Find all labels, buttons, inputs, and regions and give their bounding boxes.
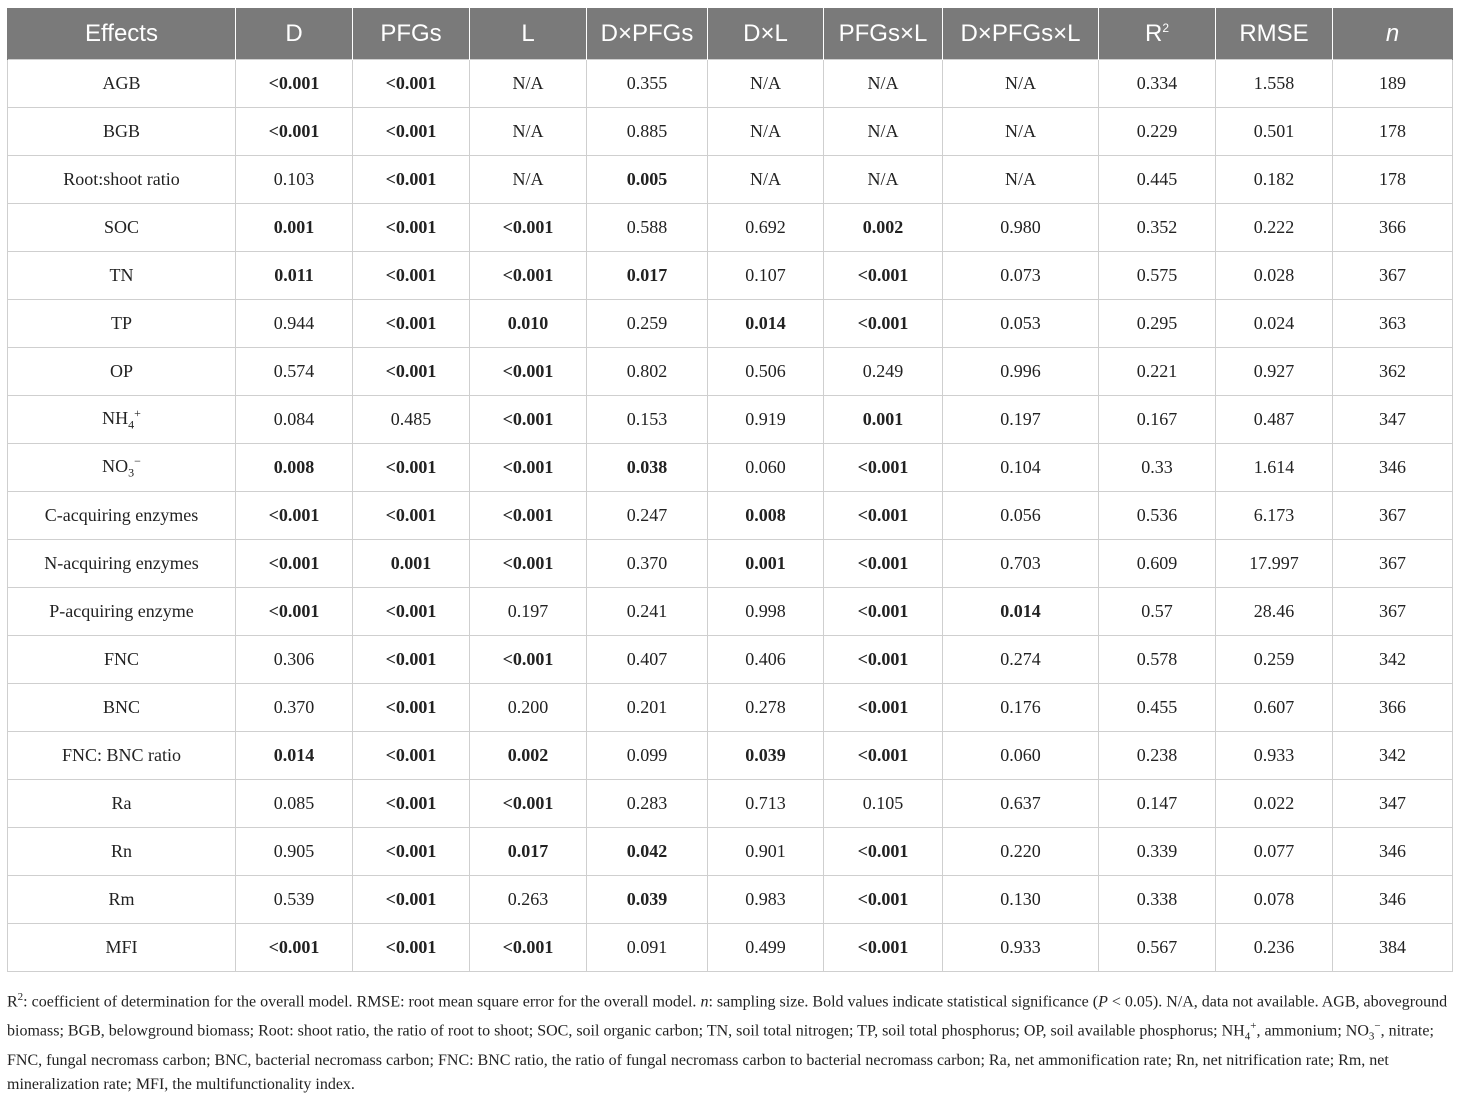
table-cell: 0.084 [236,396,353,444]
table-row [8,540,1453,588]
table-cell: 0.197 [470,588,587,636]
table-cell: <0.001 [824,300,943,348]
table-cell: 342 [1333,636,1453,684]
table-row [8,204,1453,252]
table-cell: 0.901 [708,828,824,876]
row-label-text: C-acquiring enzymes [44,505,199,525]
table-cell: 0.241 [587,588,708,636]
table-cell: 0.099 [587,732,708,780]
table-cell: N/A [824,108,943,156]
table-cell: 0.607 [1216,684,1333,732]
table-cell: <0.001 [824,828,943,876]
row-label-text: TP [110,313,132,333]
row-label-text: TN [109,265,134,285]
row-label [8,492,236,540]
table-cell: <0.001 [470,924,587,972]
table-cell: 0.278 [708,684,824,732]
table-cell: 0.933 [1216,732,1333,780]
table-cell: 0.200 [470,684,587,732]
table-cell: 0.927 [1216,348,1333,396]
table-cell: 0.983 [708,876,824,924]
header-rmse: RMSE [1216,8,1333,60]
footnote-sub: 3 [1368,1030,1375,1043]
table-cell: <0.001 [353,924,470,972]
footnote-text: : coefficient of determination for the overall model. RMSE: root mean square error for the overall model. [23,993,701,1011]
table-cell: <0.001 [353,876,470,924]
table-cell: <0.001 [470,444,587,492]
table-cell: 0.053 [943,300,1099,348]
table-cell: 0.001 [824,396,943,444]
table-cell: 189 [1333,60,1453,108]
table-cell: N/A [470,156,587,204]
header-r2 [1099,8,1216,60]
table-cell: 0.220 [943,828,1099,876]
table-cell: 0.455 [1099,684,1216,732]
table-cell: N/A [943,156,1099,204]
table-row [8,828,1453,876]
table-cell: 0.130 [943,876,1099,924]
table-cell: 0.167 [1099,396,1216,444]
table-cell: 0.574 [236,348,353,396]
table-cell: 0.259 [587,300,708,348]
table-cell: 0.283 [587,780,708,828]
row-label-text: BNC [102,697,140,717]
row-label-text: Rm [108,889,135,909]
table-cell: <0.001 [470,396,587,444]
table-cell: 346 [1333,876,1453,924]
table-cell: 0.103 [236,156,353,204]
table-cell: <0.001 [470,492,587,540]
table-cell: <0.001 [353,108,470,156]
row-label-text: P-acquiring enzyme [49,601,194,621]
row-label-text: FNC [103,649,139,669]
table-cell: 0.370 [236,684,353,732]
table-cell: 0.197 [943,396,1099,444]
table-cell: 0.028 [1216,252,1333,300]
table-cell: 0.33 [1099,444,1216,492]
table-cell: 0.182 [1216,156,1333,204]
row-label-text: FNC: BNC ratio [61,745,181,765]
table-cell: 0.222 [1216,204,1333,252]
table-row [8,108,1453,156]
table-cell: 0.370 [587,540,708,588]
header-l: L [470,8,587,60]
table-cell: <0.001 [353,444,470,492]
table-cell: 0.578 [1099,636,1216,684]
table-body [8,60,1453,972]
table-cell: <0.001 [353,636,470,684]
table-cell: <0.001 [470,780,587,828]
table-cell: 0.153 [587,396,708,444]
row-label-text: SOC [103,217,139,237]
table-cell: 0.221 [1099,348,1216,396]
row-label [8,156,236,204]
row-label-text: NO [102,456,129,477]
table-cell: <0.001 [236,588,353,636]
row-label-sup: + [134,406,141,421]
table-cell: 342 [1333,732,1453,780]
table-cell: <0.001 [353,492,470,540]
table-cell: 0.575 [1099,252,1216,300]
table-cell: 346 [1333,444,1453,492]
table-cell: 0.147 [1099,780,1216,828]
table-cell: 0.637 [943,780,1099,828]
row-label [8,924,236,972]
table-cell: 0.703 [943,540,1099,588]
table-cell: 0.499 [708,924,824,972]
table-cell: <0.001 [353,348,470,396]
table-cell: <0.001 [353,684,470,732]
table-row [8,348,1453,396]
table-cell: 0.980 [943,204,1099,252]
footnote-text: , nitrate; FNC, fungal necromass carbon; BNC, bacterial necromass carbon; FNC: BNC ratio, the ratio of fungal necromass carbon to bacterial necromass carbon; Ra, net ammonification rate; Rn, net nitrification rate; Rm, net mineralization rate; MFI, the multifunctionality index. [7,1022,1434,1093]
table-cell: <0.001 [824,732,943,780]
table-cell: 367 [1333,540,1453,588]
table-cell: <0.001 [470,636,587,684]
table-row [8,924,1453,972]
table-cell: <0.001 [470,204,587,252]
table-cell: 0.008 [708,492,824,540]
table-cell: 0.229 [1099,108,1216,156]
row-label-sup: − [134,454,141,469]
table-cell: 0.249 [824,348,943,396]
table-cell: 0.713 [708,780,824,828]
table-cell: <0.001 [353,732,470,780]
table-cell: 0.060 [943,732,1099,780]
table-cell: N/A [824,60,943,108]
table-cell: <0.001 [824,540,943,588]
table-cell: 347 [1333,780,1453,828]
table-cell: <0.001 [353,300,470,348]
header-r2-text: R [1144,19,1163,47]
row-label [8,732,236,780]
footnote-italic: n [700,993,709,1011]
table-cell: 0.355 [587,60,708,108]
table-cell: 0.001 [708,540,824,588]
table-cell: 0.919 [708,396,824,444]
table-row [8,300,1453,348]
row-label [8,540,236,588]
table-cell: 0.295 [1099,300,1216,348]
header-pfgs: PFGs [353,8,470,60]
table-cell: 362 [1333,348,1453,396]
table-row [8,252,1453,300]
table-cell: 0.338 [1099,876,1216,924]
table-cell: <0.001 [824,924,943,972]
table-cell: N/A [943,108,1099,156]
table-cell: 28.46 [1216,588,1333,636]
table-cell: 0.056 [943,492,1099,540]
row-label [8,396,236,444]
table-cell: 0.022 [1216,780,1333,828]
header-d-pfgs-l: D×PFGs×L [943,8,1099,60]
table-cell: N/A [708,156,824,204]
row-label-sub: 3 [128,465,135,480]
table-cell: 0.506 [708,348,824,396]
row-label-text: Root:shoot ratio [63,169,180,189]
table-cell: <0.001 [353,204,470,252]
row-label-text: Rn [110,841,132,861]
table-cell: 17.997 [1216,540,1333,588]
table-cell: 0.567 [1099,924,1216,972]
header-row [8,8,1453,60]
table-row [8,396,1453,444]
table-cell: 0.001 [236,204,353,252]
footnote-sup: 2 [17,991,24,1003]
table-cell: 0.017 [587,252,708,300]
table-cell: 363 [1333,300,1453,348]
table-cell: 0.010 [470,300,587,348]
table-cell: <0.001 [470,540,587,588]
table-cell: 0.014 [943,588,1099,636]
table-cell: 178 [1333,156,1453,204]
table-cell: 367 [1333,492,1453,540]
table-cell: 178 [1333,108,1453,156]
table-cell: 0.263 [470,876,587,924]
table-cell: <0.001 [353,156,470,204]
table-cell: N/A [470,60,587,108]
table-cell: 0.905 [236,828,353,876]
row-label [8,348,236,396]
table-cell: <0.001 [824,684,943,732]
table-cell: <0.001 [236,540,353,588]
header-d-pfgs: D×PFGs [587,8,708,60]
row-label-text: AGB [102,73,141,93]
table-cell: <0.001 [353,780,470,828]
row-label [8,444,236,492]
results-table [7,8,1453,972]
table-cell: N/A [470,108,587,156]
table-row [8,732,1453,780]
row-label-text: OP [109,361,133,381]
table-cell: <0.001 [470,252,587,300]
table-row [8,588,1453,636]
table-cell: 0.176 [943,684,1099,732]
table-cell: 0.002 [824,204,943,252]
table-cell: <0.001 [824,636,943,684]
table-cell: 0.107 [708,252,824,300]
table-cell: 367 [1333,252,1453,300]
table-cell: 0.238 [1099,732,1216,780]
table-cell: 0.011 [236,252,353,300]
table-cell: <0.001 [824,588,943,636]
table-cell: <0.001 [824,252,943,300]
table-cell: 0.485 [353,396,470,444]
table-cell: <0.001 [236,924,353,972]
table-cell: 1.558 [1216,60,1333,108]
table-cell: 0.201 [587,684,708,732]
table-cell: 1.614 [1216,444,1333,492]
footnote-sup: − [1374,1020,1381,1033]
table-cell: <0.001 [353,60,470,108]
table-cell: 0.501 [1216,108,1333,156]
table-cell: <0.001 [353,828,470,876]
table-cell: 0.885 [587,108,708,156]
table-cell: 366 [1333,204,1453,252]
table-row [8,60,1453,108]
table-cell: 0.536 [1099,492,1216,540]
table-cell: N/A [708,60,824,108]
row-label-text: MFI [105,937,138,957]
table-cell: 0.060 [708,444,824,492]
table-cell: <0.001 [824,492,943,540]
table-cell: <0.001 [236,108,353,156]
table-cell: 366 [1333,684,1453,732]
table-cell: N/A [708,108,824,156]
table-cell: 0.105 [824,780,943,828]
table-cell: 0.998 [708,588,824,636]
table-cell: 0.039 [587,876,708,924]
table-cell: 0.609 [1099,540,1216,588]
table-cell: 0.445 [1099,156,1216,204]
table-cell: 0.017 [470,828,587,876]
table-row [8,444,1453,492]
table-cell: 0.802 [587,348,708,396]
table-cell: 0.407 [587,636,708,684]
table-cell: 0.077 [1216,828,1333,876]
table-cell: 6.173 [1216,492,1333,540]
footnote-text: < 0.05). N/A, data not available. AGB, aboveground biomass; BGB, belowground biomass; Root: shoot ratio, the ratio of root to shoot; SOC, soil organic carbon; TN, soil total nitrogen; TP, soil total phosphorus; OP, soil available phosphorus; NH [7,993,1448,1040]
row-label [8,588,236,636]
table-cell: 346 [1333,828,1453,876]
row-label [8,252,236,300]
row-label [8,60,236,108]
header-d-l: D×L [708,8,824,60]
table-row [8,780,1453,828]
table-cell: 0.038 [587,444,708,492]
table-cell: 0.024 [1216,300,1333,348]
table-cell: 0.352 [1099,204,1216,252]
table-cell: 0.539 [236,876,353,924]
row-label [8,780,236,828]
table-cell: 0.014 [708,300,824,348]
row-label [8,204,236,252]
table-cell: 0.933 [943,924,1099,972]
table-row [8,636,1453,684]
table-cell: 0.091 [587,924,708,972]
footnote-italic: P [1098,993,1108,1011]
row-label-text: N-acquiring enzymes [44,553,199,573]
footnote-sup: + [1250,1020,1257,1033]
header-pfgs-l: PFGs×L [824,8,943,60]
row-label [8,636,236,684]
table-cell: 0.001 [353,540,470,588]
row-label [8,828,236,876]
table-cell: 0.944 [236,300,353,348]
table-row [8,684,1453,732]
table-cell: 367 [1333,588,1453,636]
table-cell: <0.001 [824,444,943,492]
footnote-text: R [7,993,18,1011]
row-label-text: BGB [102,121,140,141]
table-cell: 0.259 [1216,636,1333,684]
table-cell: N/A [824,156,943,204]
table-cell: 0.236 [1216,924,1333,972]
table-cell: 0.487 [1216,396,1333,444]
table-cell: <0.001 [824,876,943,924]
row-label [8,108,236,156]
table-cell: <0.001 [353,588,470,636]
table-cell: 0.002 [470,732,587,780]
header-n: n [1333,8,1453,60]
table-cell: 0.57 [1099,588,1216,636]
row-label [8,684,236,732]
table-cell: 0.008 [236,444,353,492]
table-cell: 0.692 [708,204,824,252]
table-cell: 0.306 [236,636,353,684]
table-cell: 0.085 [236,780,353,828]
table-row [8,876,1453,924]
table-cell: <0.001 [236,492,353,540]
row-label [8,300,236,348]
table-cell: 0.042 [587,828,708,876]
results-table-container [7,8,1452,972]
header-effects: Effects [8,8,236,60]
header-r2-sup: 2 [1162,20,1170,35]
header-d: D [236,8,353,60]
row-label-text: NH [102,408,129,429]
table-cell: 0.339 [1099,828,1216,876]
table-cell: 384 [1333,924,1453,972]
row-label [8,876,236,924]
table-cell: N/A [943,60,1099,108]
table-cell: 0.274 [943,636,1099,684]
row-label-sub: 4 [128,417,135,432]
table-cell: 0.996 [943,348,1099,396]
table-cell: 0.078 [1216,876,1333,924]
table-cell: 0.073 [943,252,1099,300]
table-cell: <0.001 [470,348,587,396]
table-cell: 347 [1333,396,1453,444]
footnote-sub: 4 [1244,1030,1251,1043]
table-row [8,492,1453,540]
table-cell: 0.005 [587,156,708,204]
table-cell: <0.001 [353,252,470,300]
table-footnote [7,985,1452,1097]
table-cell: 0.104 [943,444,1099,492]
table-cell: 0.334 [1099,60,1216,108]
table-cell: 0.014 [236,732,353,780]
table-cell: 0.588 [587,204,708,252]
table-cell: 0.247 [587,492,708,540]
table-cell: <0.001 [236,60,353,108]
footnote-text: : sampling size. Bold values indicate statistical significance ( [708,993,1099,1011]
table-cell: 0.039 [708,732,824,780]
footnote-text: , ammonium; NO [1256,1022,1369,1040]
table-row [8,156,1453,204]
table-cell: 0.406 [708,636,824,684]
row-label-text: Ra [111,793,132,813]
